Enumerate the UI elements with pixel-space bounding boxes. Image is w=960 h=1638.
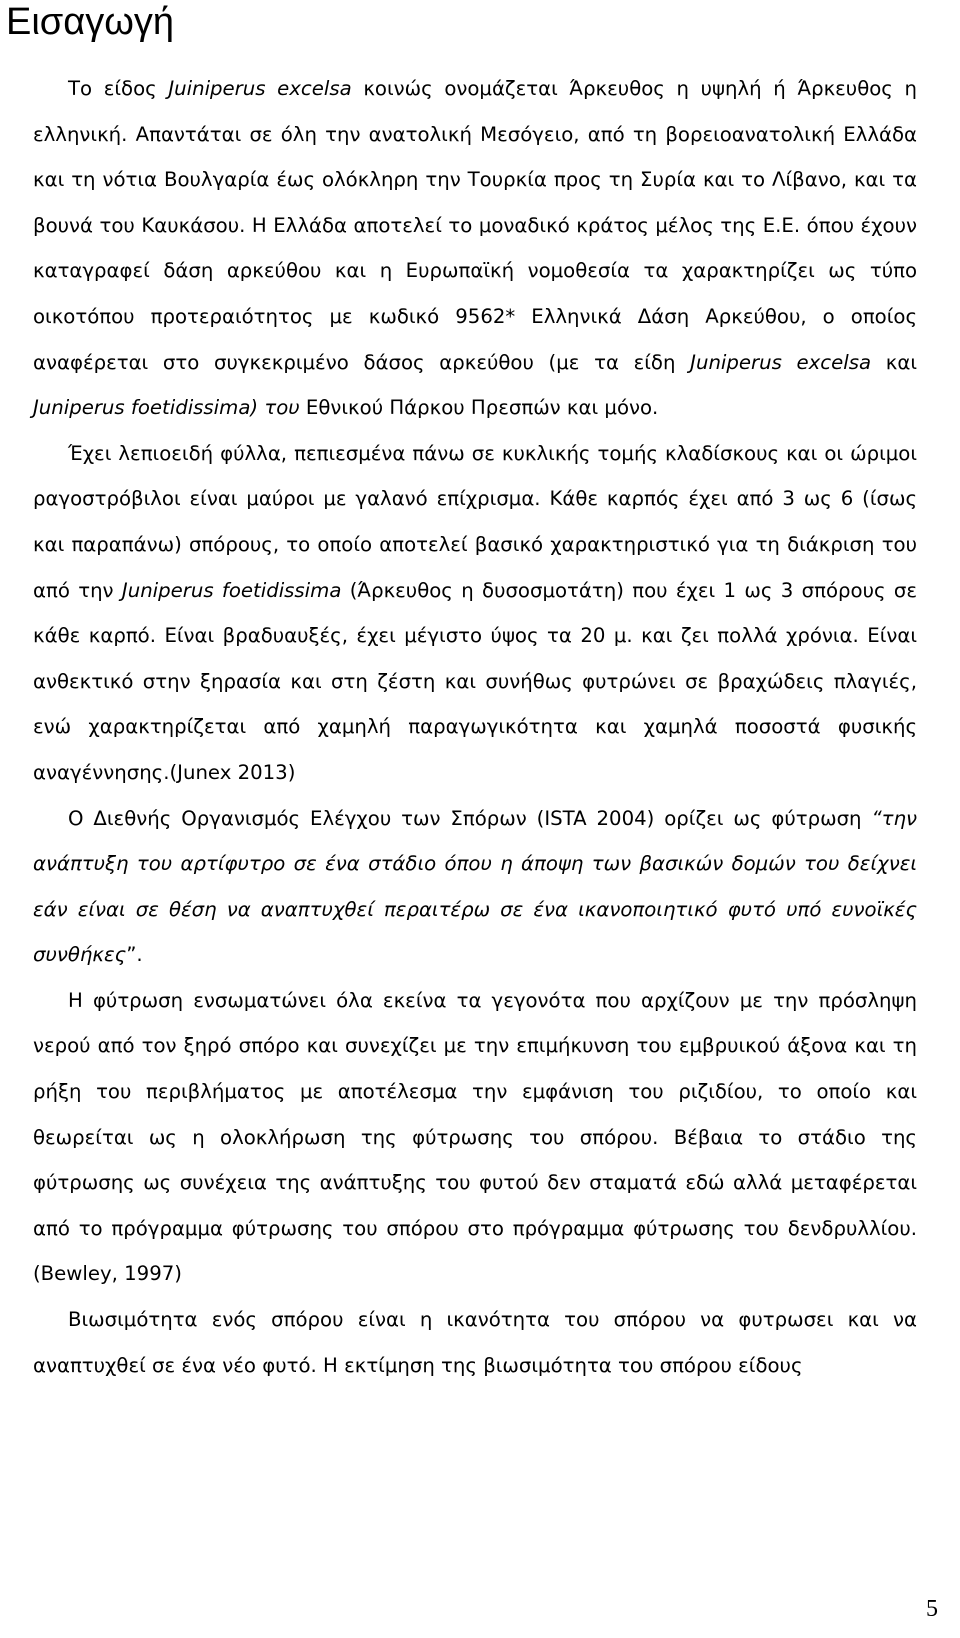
- paragraph-morphology: [33, 431, 917, 796]
- text-span: κοινώς ονομάζεται Άρκευθος η υψηλή ή Άρκευθος η ελληνική. Απαντάται σε όλη την ανατολική Μεσόγειο, από τη βορειοανατολική Ελλάδα και τη νότια Βουλγαρία έως ολόκληρη την Τουρκία προς τη Συρία και το Λίβανο, και τα βουνά του Καυκάσου. Η Ελλάδα αποτελεί το μοναδικό κράτος μέλος της Ε.Ε. όπου έχουν καταγραφεί δάση αρκεύθου και η Ευρωπαϊκή νομοθεσία τα χαρακτηρίζει ως τύπο οικοτόπου προτεραιότητος με κωδικό 9562* Ελληνικά Δάση Αρκεύθου, ο οποίος αναφέρεται στο συγκεκριμένο δάσος αρκεύθου (με τα είδη: [33, 77, 917, 374]
- species-name: Juniperus foetidissima: [121, 578, 342, 602]
- species-name: Juiniperus excelsa: [168, 77, 352, 100]
- text-span: και: [871, 350, 917, 374]
- page-title: Εισαγωγή: [6, 1, 175, 43]
- text-span: (Άρκευθος η δυσοσμοτάτη) που έχει 1 ως 3 σπόρους σε κάθε καρπό. Είναι βραδυαυξές, έχει μέγιστο ύψος τα 20 μ. και ζει πολλά χρόνια. Είναι ανθεκτικό στην ξηρασία και στη ζέστη και συνήθως φυτρώνει σε βραχώδεις πλαγιές, ενώ χαρακτηρίζεται από χαμηλή παραγωγικότητα και χαμηλά ποσοστά φυσικής αναγέννησης.(Junex 2013): [33, 578, 917, 784]
- document-body: [33, 66, 917, 1388]
- paragraph-viability: Βιωσιμότητα ενός σπόρου είναι η ικανότητα του σπόρου να φυτρωσει και να αναπτυχθεί σε ένα νέο φυτό. Η εκτίμηση της βιωσιμότητα του σπόρου είδους: [33, 1308, 917, 1377]
- paragraph-juniperus-distribution: [33, 66, 917, 431]
- species-name: Juniperus foetidissima) του: [33, 396, 300, 420]
- species-name: Juniperus excelsa: [690, 350, 872, 374]
- paragraph-germination: Η φύτρωση ενσωματώνει όλα εκείνα τα γεγονότα που αρχίζουν με την πρόσληψη νερού από τον ξηρό σπόρο και συνεχίζει με την επιμήκυνση του εμβρυικού άξονα και τη ρήξη του περιβλήματος με αποτέλεσμα την εμφάνιση του ριζιδίου, το οποίο και θεωρείται ως η ολοκλήρωση της φύτρωσης του σπόρου. Βέβαια το στάδιο της φύτρωσης ως συνέχεια της ανάπτυξης του φυτού δεν σταματά εδώ αλλά μεταφέρεται από το πρόγραμμα φύτρωσης του σπόρου στο πρόγραμμα φύτρωσης του δενδρυλλίου. (Bewley, 1997): [33, 988, 917, 1286]
- text-span: ”.: [126, 943, 143, 967]
- page-number: 5: [926, 1596, 938, 1622]
- text-span: Εθνικού Πάρκου Πρεσπών και μόνο.: [299, 396, 659, 420]
- quoted-definition: “την ανάπτυξη του αρτίφυτρο σε ένα στάδιο όπου η άποψη των βασικών δομών του δείχνει εάν είναι σε θέση να αναπτυχθεί περαιτέρω σε ένα ικανοποιητικό φυτό υπό ευνοϊκές συνθήκες: [33, 806, 917, 967]
- text-span: Ο Διεθνής Οργανισμός Ελέγχου των Σπόρων (ISTA 2004) ορίζει ως φύτρωση: [68, 806, 872, 830]
- text-span: Έχει λεπιοειδή φύλλα, πεπιεσμένα πάνω σε κυκλικής τομής κλαδίσκους και οι ώριμοι ραγοστρόβιλοι είναι μαύροι με γαλανό επίχρισμα. Κάθε καρπός έχει από 3 ως 6 (ίσως και παραπάνω) σπόρους, το οποίο αποτελεί βασικό χαρακτηριστικό για τη διάκριση του από την: [33, 441, 917, 602]
- paragraph-ista-definition: [33, 796, 917, 978]
- text-span: Το είδος: [68, 77, 169, 100]
